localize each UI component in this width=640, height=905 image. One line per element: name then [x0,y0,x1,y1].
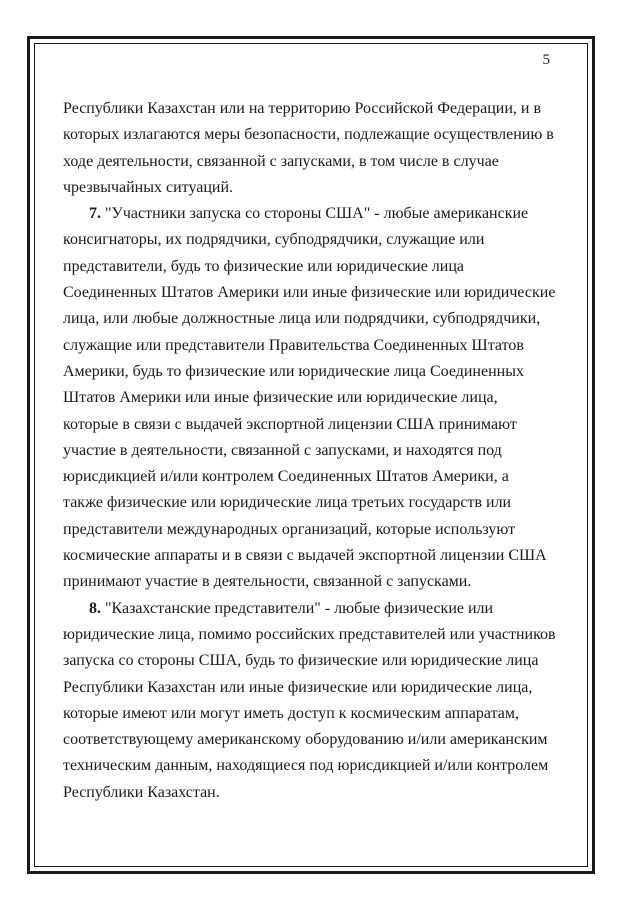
text-line-first [63,201,563,227]
text-line: участие в деятельности, связанной с запусками, и находятся под [63,441,502,459]
text-line: которых излагаются меры безопасности, подлежащие осуществлению в [63,126,554,144]
text-fragment: "Участники запуска со стороны США" - любые американские [101,205,529,223]
text-line: запуска со стороны США, будь то физические или юридические лица [63,652,539,670]
page-number: 5 [542,52,550,68]
text-line: Штатов Америки или иные физические или юридические лица, [63,389,498,407]
text-line-first [63,596,563,622]
text-line: лица, или любые должностные лица или подрядчики, субподрядчики, [63,310,541,328]
text-fragment: "Казахстанские представители" - любые физические или [101,599,494,617]
text-line: юрисдикцией и/или контролем Соединенных Штатов Америки, а [63,468,509,486]
text-line: которые в связи с выдачей экспортной лицензии США принимают [63,415,517,433]
text-line: Америки, будь то физические или юридические лица Соединенных [63,362,524,380]
text-line: также физические или юридические лица третьих государств или [63,494,512,512]
text-line: Республики Казахстан или на территорию Российской Федерации, и в [63,100,541,117]
text-line: которые имеют или могут иметь доступ к космическим аппаратам, [63,704,520,722]
paragraph-continuation [63,96,563,201]
text-line: представители международных организаций, которые используют [63,520,516,538]
item-number: 8. [89,599,101,617]
paragraph-item-7 [63,201,563,595]
text-line: принимают участие в деятельности, связанной с запусками. [63,573,472,591]
text-line: Соединенных Штатов Америки или иные физические или юридические [63,284,556,302]
text-line: служащие или представители Правительства Соединенных Штатов [63,336,524,354]
text-line: представители, будь то физические или юридические лица [63,257,465,275]
item-number: 7. [89,205,101,223]
text-line: консигнаторы, их подрядчики, субподрядчики, служащие или [63,231,485,249]
text-line: техническим данным, находящиеся под юрисдикцией и/или контролем [63,757,549,775]
text-line: Республики Казахстан или иные физические или юридические лица, [63,678,533,696]
text-line: соответствующему американскому оборудованию и/или американским [63,731,548,749]
text-line: юридические лица, помимо российских представителей или участников [63,625,556,643]
text-line: Республики Казахстан. [63,783,220,801]
text-line: космические аппараты и в связи с выдачей экспортной лицензии США [63,547,547,565]
text-line: чрезвычайных ситуаций. [63,178,234,196]
document-body [63,96,563,806]
paragraph-item-8 [63,596,563,806]
text-line: ходе деятельности, связанной с запусками, в том числе в случае [63,152,499,170]
